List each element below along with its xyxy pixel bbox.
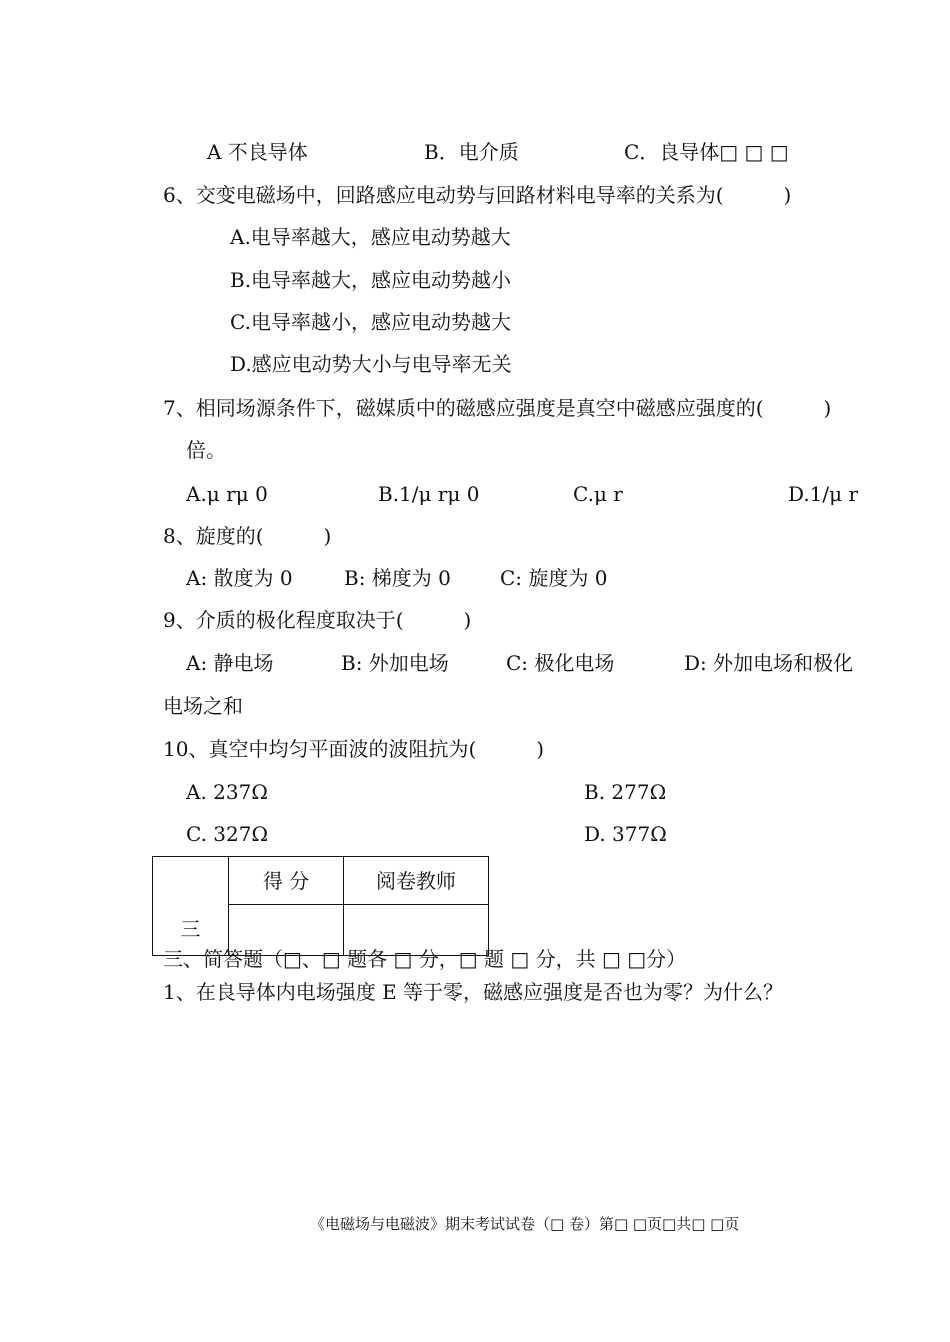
q9-option-a: A: 静电场 [186,651,274,675]
q6-option-a: A.电导率越大，感应电动势越大 [230,225,511,249]
q6-question: 6、交变电磁场中，回路感应电动势与回路材料电导率的关系为( ) [163,183,792,207]
q5-option-c: C．良导体□ □ □ [624,140,789,164]
q7-option-b: B.1/μ rμ 0 [378,482,480,506]
q8-option-c: C: 旋度为 0 [500,566,608,590]
q6-option-d: D.感应电动势大小与电导率无关 [230,352,512,376]
q9-option-d-cont: 电场之和 [163,694,243,718]
q7-option-c: C.μ r [573,482,623,506]
q6-option-c: C.电导率越小，感应电动势越大 [230,310,511,334]
section-number-cell [153,857,229,956]
q6-option-b: B.电导率越大，感应电动势越小 [230,268,512,292]
page-footer: 《电磁场与电磁波》期末考试试卷（□ 卷）第□ □页□共□ □页 [310,1215,740,1233]
section-number: 三 [180,917,201,941]
grader-header-cell [344,857,489,905]
q8-option-b: B: 梯度为 0 [344,566,451,590]
score-header-cell [229,857,344,905]
q10-question: 10、真空中均匀平面波的波阻抗为( ) [163,737,545,761]
q10-option-b: B. 277Ω [584,780,667,804]
q5-option-a: A 不良导体 [207,140,308,164]
q7-option-d: D.1/μ r [788,482,859,506]
q9-option-c: C: 极化电场 [506,651,615,675]
q7-option-a: A.μ rμ 0 [186,482,268,506]
q7-question: 7、相同场源条件下，磁媒质中的磁感应强度是真空中磁感应强度的( ) [163,396,832,420]
q9-question: 9、介质的极化程度取决于( ) [163,608,472,632]
q8-question: 8、旋度的( ) [163,524,332,548]
q8-option-a: A: 散度为 0 [186,566,293,590]
score-table [152,856,489,956]
q10-option-d: D. 377Ω [584,822,667,846]
q9-option-b: B: 外加电场 [341,651,449,675]
section3-question-1: 1、在良导体内电场强度 E 等于零，磁感应强度是否也为零？为什么？ [163,980,784,1004]
q5-option-b: B．电介质 [424,140,519,164]
section3-heading: 三、简答题（□、□ 题各 □ 分，□ 题 □ 分，共 □ □分） [163,947,687,971]
score-header: 得 分 [262,868,310,893]
q10-option-c: C. 327Ω [186,822,269,846]
q9-option-d: D: 外加电场和极化 [684,651,854,675]
grader-header: 阅卷教师 [376,868,456,893]
q7-question-cont: 倍。 [186,438,226,462]
q10-option-a: A. 237Ω [186,780,268,804]
